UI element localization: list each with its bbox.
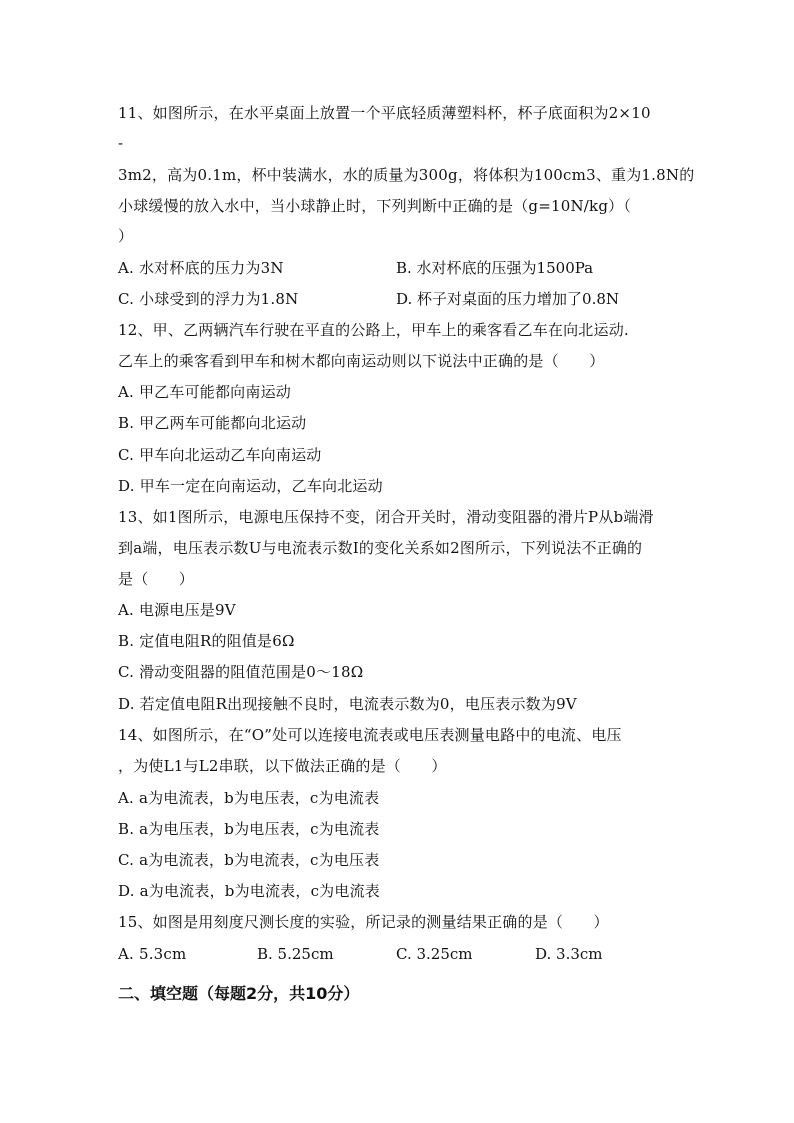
q11-option-a: A. 水对杯底的压力为3N [118,259,284,277]
q11-line5: ） [118,227,134,245]
q11-line4: 小球缓慢的放入水中，当小球静止时，下列判断中正确的是（g=10N/kg）（ [118,197,632,215]
q15-option-a: A. 5.3cm [118,945,187,963]
q14-option-d: D. a为电流表，b为电流表，c为电流表 [118,882,380,900]
q13-option-d: D. 若定值电阻R出现接触不良时，电流表示数为0，电压表示数为9V [118,695,577,713]
q11-option-b: B. 水对杯底的压强为1500Pa [396,259,594,277]
q12-option-a: A. 甲乙车可能都向南运动 [118,383,291,401]
q11-line3: 3m2，高为0.1m，杯中装满水，水的质量为300g，将体积为100cm3、重为1.8N的 [118,166,695,184]
q15-line1: 15、如图是用刻度尺测长度的实验，所记录的测量结果正确的是（ ） [118,913,609,931]
q15-option-d: D. 3.3cm [535,945,603,963]
section-heading-fill-in: 二、填空题（每题2分，共10分） [118,984,360,1003]
q13-line1: 13、如1图所示，电源电压保持不变，闭合开关时，滑动变阻器的滑片P从b端滑 [118,508,654,526]
q12-line2: 乙车上的乘客看到甲车和树木都向南运动则以下说法中正确的是（ ） [118,352,605,370]
q14-option-b: B. a为电压表，b为电压表，c为电流表 [118,820,380,838]
q13-line2: 到a端，电压表示数U与电流表示数I的变化关系如2图所示，下列说法不正确的 [118,539,643,557]
q12-option-d: D. 甲车一定在向南运动，乙车向北运动 [118,477,383,495]
q14-line1: 14、如图所示，在“O”处可以连接电流表或电压表测量电路中的电流、电压 [118,726,622,744]
q12-option-c: C. 甲车向北运动乙车向南运动 [118,446,322,464]
q11-line1: 11、如图所示，在水平桌面上放置一个平底轻质薄塑料杯，杯子底面积为2×10 [118,104,651,122]
q14-option-a: A. a为电流表，b为电压表，c为电流表 [118,789,380,807]
q13-option-a: A. 电源电压是9V [118,601,236,619]
q13-option-b: B. 定值电阻R的阻值是6Ω [118,632,295,650]
q15-option-b: B. 5.25cm [257,945,334,963]
q11-option-c: C. 小球受到的浮力为1.8N [118,290,299,308]
q15-option-c: C. 3.25cm [396,945,473,963]
q13-line3: 是（ ） [118,570,195,588]
q12-line1: 12、甲、乙两辆汽车行驶在平直的公路上，甲车上的乘客看乙车在向北运动. [118,321,629,339]
q14-option-c: C. a为电流表，b为电流表，c为电压表 [118,851,380,869]
q13-option-c: C. 滑动变阻器的阻值范围是0～18Ω [118,663,364,681]
q12-option-b: B. 甲乙两车可能都向北运动 [118,414,307,432]
q11-option-d: D. 杯子对桌面的压力增加了0.8N [396,290,620,308]
q14-line2: ，为使L1与L2串联，以下做法正确的是（ ） [118,757,447,775]
q11-line2: - [118,134,124,152]
